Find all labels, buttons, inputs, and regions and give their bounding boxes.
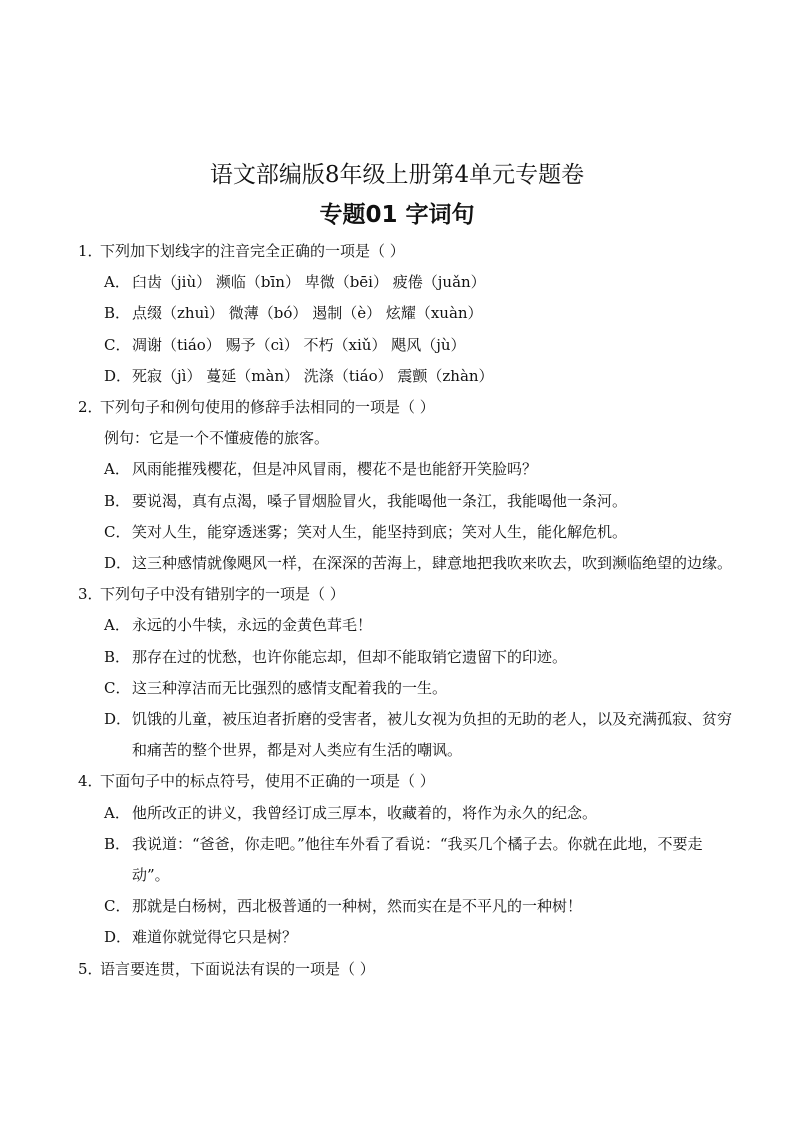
question-3 [78, 579, 738, 766]
option-letter: A． [104, 273, 130, 292]
option-b[interactable] [104, 829, 738, 891]
option-text: 他所改正的讲义，我曾经订成三厚本，收藏着的，将作为永久的纪念。 [132, 803, 598, 822]
option-text: 那存在过的忧愁，也许你能忘却，但却不能取销它遗留下的印迹。 [132, 647, 568, 666]
option-text: 风雨能摧残樱花，但是冲风冒雨，樱花不是也能舒开笑脸吗？ [132, 460, 538, 479]
option-letter: A． [104, 616, 130, 635]
option-text: 死寂（jì） 蔓延（màn） 洗涤（tiáo） 震颤（zhàn） [132, 366, 494, 385]
option-letter: D． [104, 554, 132, 573]
option-list [78, 454, 738, 579]
question-stem [78, 766, 738, 797]
option-letter: C． [104, 522, 131, 541]
option-text: 笑对人生，能穿透迷雾；笑对人生，能坚持到底；笑对人生，能化解危机。 [132, 522, 628, 541]
option-list [78, 610, 738, 766]
question-number: 2． [78, 398, 103, 417]
question-number: 5． [78, 959, 103, 978]
question-text: 语言要连贯，下面说法有误的一项是（ ） [100, 959, 375, 978]
option-text: 我说道：“爸爸，你走吧。”他往车外看了看说：“我买几个橘子去。你就在此地，不要走动”。 [132, 834, 703, 885]
option-letter: B． [104, 304, 131, 323]
option-c[interactable] [104, 330, 738, 361]
question-text: 下列加下划线字的注音完全正确的一项是（ ） [100, 242, 405, 260]
option-text: 难道你就觉得它只是树？ [132, 928, 298, 947]
option-text: 那就是白杨树，西北极普通的一种树，然而实在是不平凡的一种树！ [132, 897, 583, 916]
question-stem [78, 236, 738, 267]
option-letter: B． [104, 491, 131, 510]
option-text: 点缀（zhuì） 微薄（bó） 遏制（è） 炫耀（xuàn） [132, 304, 483, 323]
question-5 [78, 954, 738, 985]
question-2 [78, 392, 738, 579]
option-a[interactable] [104, 610, 738, 641]
option-letter: D． [104, 928, 132, 947]
option-letter: C． [104, 335, 131, 354]
option-text: 臼齿（jiù） 濒临（bīn） 卑微（bēi） 疲倦（juǎn） [132, 273, 486, 292]
option-text: 要说渴，真有点渴，嗓子冒烟脸冒火，我能喝他一条江，我能喝他一条河。 [132, 491, 628, 510]
question-stem [78, 954, 738, 985]
option-a[interactable] [104, 267, 738, 298]
question-1 [78, 236, 738, 392]
document-subtitle: 专题01 字词句 [319, 202, 475, 228]
option-letter: D． [104, 366, 132, 385]
option-letter: B． [104, 647, 131, 666]
option-d[interactable] [104, 704, 738, 766]
option-text: 这三种感情就像飓风一样，在深深的苦海上，肆意地把我吹来吹去，吹到濒临绝望的边缘。 [132, 554, 733, 573]
question-number: 3． [78, 585, 103, 604]
option-c[interactable] [104, 673, 738, 704]
option-letter: C． [104, 897, 131, 916]
option-letter: D． [104, 710, 132, 729]
question-stem [78, 579, 738, 610]
option-b[interactable] [104, 486, 738, 517]
question-stem [78, 392, 738, 423]
option-text: 凋谢（tiáo） 赐予（cì） 不朽（xiǔ） 飓风（jù） [132, 335, 466, 354]
question-number: 4． [78, 772, 103, 791]
option-letter: A． [104, 460, 130, 479]
option-d[interactable] [104, 922, 738, 953]
option-d[interactable] [104, 548, 738, 579]
question-text: 下面句子中的标点符号，使用不正确的一项是（ ） [100, 772, 435, 791]
question-text: 下列句子中没有错别字的一项是（ ） [100, 585, 345, 604]
option-c[interactable] [104, 517, 738, 548]
option-d[interactable] [104, 361, 738, 392]
option-letter: B． [104, 834, 131, 853]
option-text: 这三种淳洁而无比强烈的感情支配着我的一生。 [132, 678, 448, 697]
option-a[interactable] [104, 798, 738, 829]
question-4 [78, 766, 738, 953]
option-c[interactable] [104, 891, 738, 922]
option-text: 饥饿的儿童，被压迫者折磨的受害者，被儿女视为负担的无助的老人，以及充满孤寂、贫穷和痛苦的整个世界，都是对人类应有生活的嘲讽。 [132, 710, 733, 760]
question-number: 1． [78, 242, 103, 260]
option-letter: C． [104, 678, 131, 697]
option-list [78, 798, 738, 954]
option-list [78, 267, 738, 392]
option-letter: A． [104, 803, 130, 822]
option-text: 永远的小牛犊，永远的金黄色茸毛！ [132, 616, 373, 635]
document-title: 语文部编版8年级上册第4单元专题卷 [209, 162, 585, 188]
question-list [78, 236, 738, 985]
example-sentence: 例句：它是一个不懂疲倦的旅客。 [104, 429, 330, 448]
option-b[interactable] [104, 642, 738, 673]
option-a[interactable] [104, 454, 738, 485]
option-b[interactable] [104, 298, 738, 329]
question-text: 下列句子和例句使用的修辞手法相同的一项是（ ） [100, 398, 435, 417]
